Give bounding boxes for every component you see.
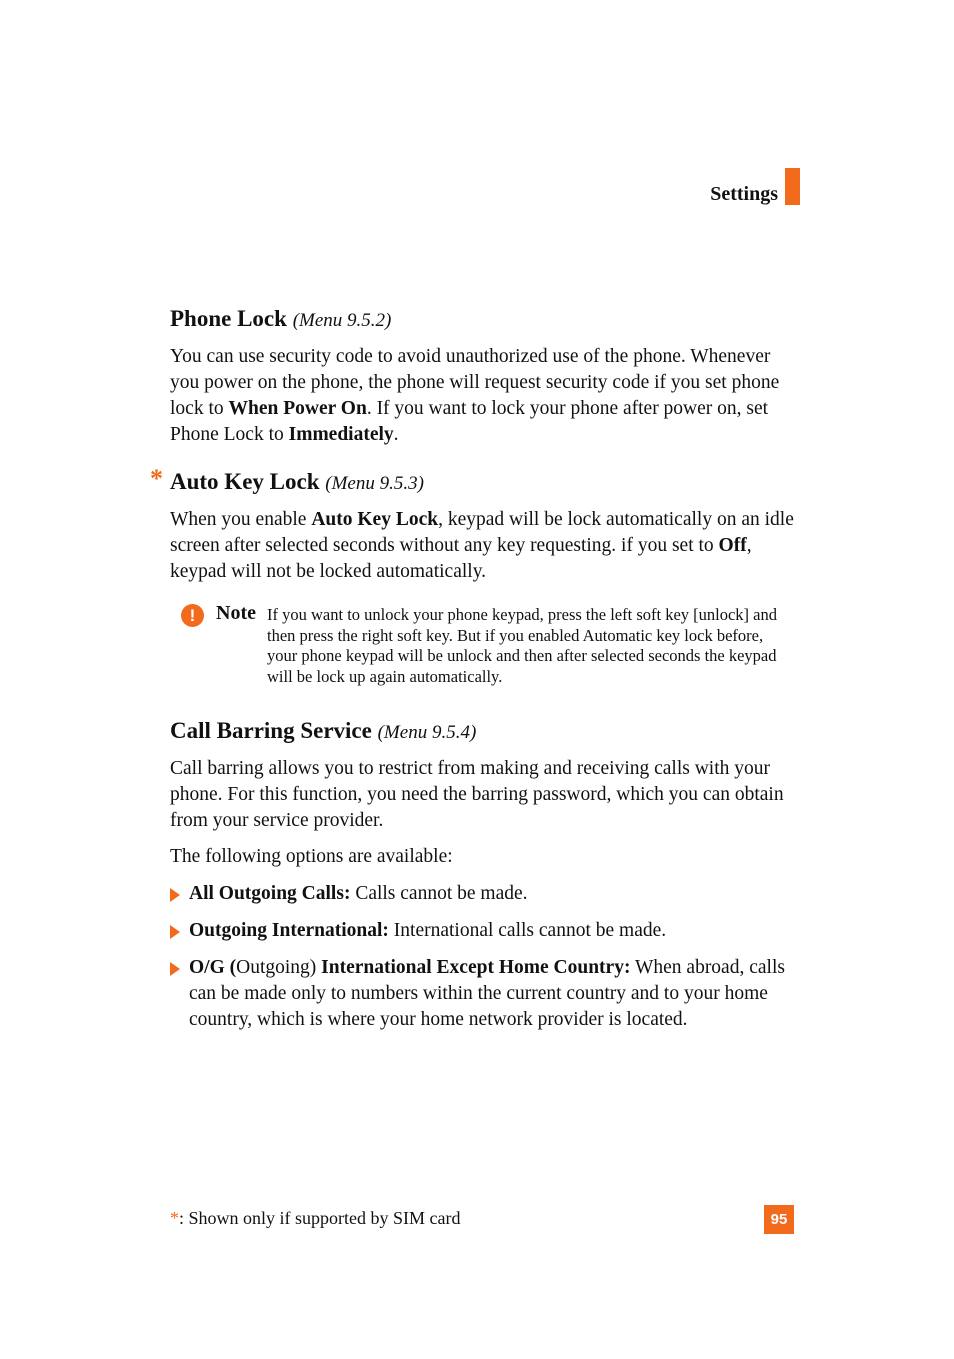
- bold-run: International Except Home Country:: [321, 957, 631, 978]
- bold-run: Immediately: [288, 424, 394, 445]
- bold-run: All Outgoing Calls:: [189, 883, 351, 904]
- heading-title: Phone Lock: [170, 306, 287, 331]
- phone-lock-paragraph: You can use security code to avoid unauthorized use of the phone. Whenever you power on the phone, the phone will request security code if you set phone lock to When Power On. If you want to lock your phone after power on, set Phone Lock to Immediately.: [170, 346, 780, 445]
- bold-run: Outgoing International:: [189, 920, 389, 941]
- heading-title: Call Barring Service: [170, 718, 372, 743]
- bold-run: When Power On: [228, 398, 367, 419]
- bold-run: O/G (: [189, 957, 237, 978]
- menu-reference: (Menu 9.5.3): [325, 473, 424, 494]
- list-item-text: O/G (Outgoing) International Except Home Country: When abroad, calls can be made only to numbers within the current country and to your home country, which is where your home network provider is located.: [189, 957, 785, 1030]
- bold-run: Auto Key Lock: [311, 509, 439, 530]
- list-item-text: Outgoing International: International calls cannot be made.: [189, 920, 667, 941]
- triangle-bullet-icon: [170, 925, 180, 939]
- heading-phone-lock: [170, 305, 391, 335]
- exclamation-icon: !: [181, 604, 204, 627]
- heading-auto-key-lock: [170, 468, 424, 498]
- footnote-asterisk: *: [170, 1208, 179, 1228]
- menu-reference: (Menu 9.5.4): [377, 722, 477, 743]
- page-number: 95: [764, 1205, 794, 1234]
- section-title: Settings: [710, 183, 778, 205]
- heading-call-barring: [170, 717, 476, 747]
- triangle-bullet-icon: [170, 962, 180, 976]
- call-barring-paragraph: Call barring allows you to restrict from making and receiving calls with your phone. For this function, you need the barring password, which you can obtain from your service provider.: [170, 758, 784, 831]
- auto-key-lock-paragraph: When you enable Auto Key Lock, keypad will be lock automatically on an idle screen after selected seconds without any key requesting. if you set to Off, keypad will not be locked automatically.: [170, 509, 794, 582]
- footnote-text: : Shown only if supported by SIM card: [179, 1208, 461, 1228]
- triangle-bullet-icon: [170, 888, 180, 902]
- section-tab-marker: [785, 168, 800, 205]
- sim-asterisk-marker: *: [150, 464, 163, 493]
- heading-title: Auto Key Lock: [170, 469, 320, 494]
- menu-reference: (Menu 9.5.2): [292, 310, 392, 331]
- note-label: Note: [216, 602, 256, 624]
- footnote: [170, 1208, 460, 1229]
- bold-run: Off: [718, 535, 747, 556]
- options-intro: The following options are available:: [170, 846, 453, 867]
- list-item-text: All Outgoing Calls: Calls cannot be made.: [189, 883, 528, 904]
- note-text: If you want to unlock your phone keypad, press the left soft key [unlock] and then press the right soft key. But if you enabled Automatic key lock before, your phone keypad will be unlock and then after selected seconds the keypad will be lock up again automatically.: [267, 605, 777, 686]
